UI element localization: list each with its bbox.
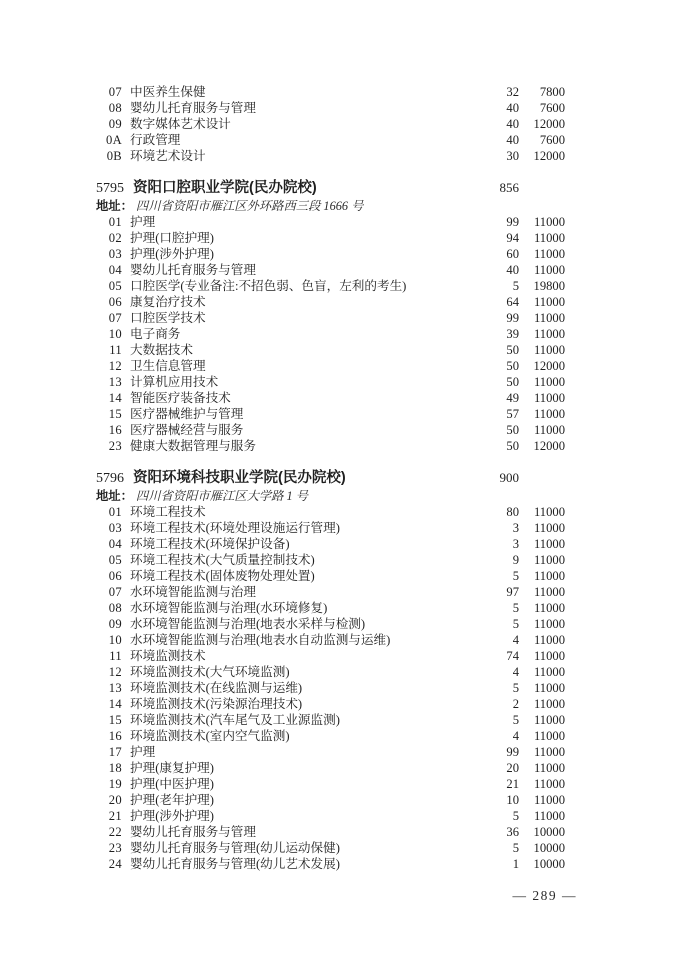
major-row bbox=[102, 262, 565, 278]
major-fee: 7800 bbox=[539, 85, 565, 99]
major-row bbox=[102, 632, 565, 648]
page-content bbox=[96, 84, 565, 872]
major-code: 19 bbox=[108, 777, 122, 791]
major-fee: 11000 bbox=[533, 697, 565, 711]
major-fee: 12000 bbox=[533, 149, 565, 163]
major-fee: 11000 bbox=[533, 617, 565, 631]
major-name: 护理(涉外护理) bbox=[130, 809, 214, 823]
major-code: 03 bbox=[108, 521, 122, 535]
major-row bbox=[102, 728, 565, 744]
major-quota: 99 bbox=[506, 311, 519, 325]
major-quota: 40 bbox=[506, 263, 519, 277]
major-name: 环境监测技术(在线监测与运维) bbox=[130, 681, 303, 695]
major-code: 06 bbox=[108, 295, 122, 309]
major-fee: 11000 bbox=[533, 423, 565, 437]
major-name: 行政管理 bbox=[130, 133, 181, 147]
major-row bbox=[102, 712, 565, 728]
major-name: 环境监测技术(室内空气监测) bbox=[130, 729, 290, 743]
major-quota: 50 bbox=[506, 343, 519, 357]
major-fee: 10000 bbox=[533, 857, 565, 871]
major-row bbox=[102, 148, 565, 164]
major-name: 环境工程技术(环境保护设备) bbox=[130, 537, 290, 551]
major-quota: 80 bbox=[506, 505, 519, 519]
major-quota: 1 bbox=[512, 857, 519, 871]
college-code: 5795 bbox=[96, 181, 124, 196]
major-fee: 11000 bbox=[533, 681, 565, 695]
college-header bbox=[96, 468, 565, 488]
major-code: 16 bbox=[108, 729, 122, 743]
major-quota: 5 bbox=[512, 841, 519, 855]
major-quota: 5 bbox=[512, 809, 519, 823]
major-row bbox=[102, 214, 565, 230]
major-quota: 5 bbox=[512, 617, 519, 631]
major-quota: 20 bbox=[506, 761, 519, 775]
major-name: 中医养生保健 bbox=[130, 85, 206, 99]
major-quota: 5 bbox=[512, 569, 519, 583]
major-code: 21 bbox=[108, 809, 122, 823]
major-quota: 5 bbox=[512, 279, 519, 293]
major-code: 15 bbox=[108, 713, 122, 727]
major-fee: 11000 bbox=[533, 777, 565, 791]
major-code: 23 bbox=[108, 841, 122, 855]
major-row bbox=[102, 792, 565, 808]
major-fee: 11000 bbox=[533, 247, 565, 261]
major-name: 水环境智能监测与治理 bbox=[130, 585, 256, 599]
major-code: 0B bbox=[106, 149, 122, 163]
major-code: 01 bbox=[108, 505, 122, 519]
major-name: 护理(老年护理) bbox=[130, 793, 214, 807]
major-code: 13 bbox=[108, 681, 122, 695]
major-fee: 11000 bbox=[533, 215, 565, 229]
major-name: 婴幼儿托育服务与管理(幼儿运动保健) bbox=[130, 841, 340, 855]
major-quota: 50 bbox=[506, 359, 519, 373]
major-row bbox=[102, 278, 565, 294]
major-row bbox=[102, 342, 565, 358]
major-code: 16 bbox=[108, 423, 122, 437]
college-address-line bbox=[96, 488, 565, 504]
major-fee: 11000 bbox=[533, 649, 565, 663]
major-quota: 40 bbox=[506, 117, 519, 131]
major-name: 医疗器械经营与服务 bbox=[130, 423, 244, 437]
major-code: 03 bbox=[108, 247, 122, 261]
address-text: 四川省资阳市雁江区大学路 1 号 bbox=[135, 489, 309, 503]
major-name: 卫生信息管理 bbox=[130, 359, 206, 373]
major-quota: 40 bbox=[506, 101, 519, 115]
major-fee: 7600 bbox=[539, 133, 565, 147]
major-name: 护理 bbox=[130, 215, 156, 229]
major-row bbox=[102, 568, 565, 584]
major-code: 04 bbox=[108, 263, 122, 277]
major-row bbox=[102, 776, 565, 792]
major-row bbox=[102, 116, 565, 132]
major-code: 08 bbox=[108, 101, 122, 115]
major-row bbox=[102, 294, 565, 310]
major-row bbox=[102, 600, 565, 616]
major-code: 13 bbox=[108, 375, 122, 389]
major-name: 环境工程技术(环境处理设施运行管理) bbox=[130, 521, 340, 535]
major-quota: 50 bbox=[506, 423, 519, 437]
major-fee: 11000 bbox=[533, 375, 565, 389]
major-row bbox=[102, 824, 565, 840]
major-quota: 60 bbox=[506, 247, 519, 261]
major-row bbox=[102, 422, 565, 438]
major-row bbox=[102, 520, 565, 536]
major-name: 环境监测技术(污染源治理技术) bbox=[130, 697, 303, 711]
major-fee: 11000 bbox=[533, 295, 565, 309]
major-quota: 50 bbox=[506, 439, 519, 453]
major-row bbox=[102, 84, 565, 100]
major-fee: 11000 bbox=[533, 311, 565, 325]
major-row bbox=[102, 358, 565, 374]
major-quota: 30 bbox=[506, 149, 519, 163]
address-label: 地址： bbox=[96, 489, 133, 503]
major-quota: 4 bbox=[512, 633, 519, 647]
major-code: 08 bbox=[108, 601, 122, 615]
major-code: 09 bbox=[108, 617, 122, 631]
major-row bbox=[102, 230, 565, 246]
major-name: 电子商务 bbox=[130, 327, 181, 341]
major-code: 18 bbox=[108, 761, 122, 775]
major-quota: 10 bbox=[506, 793, 519, 807]
major-name: 环境工程技术(大气质量控制技术) bbox=[130, 553, 315, 567]
major-fee: 11000 bbox=[533, 633, 565, 647]
major-row bbox=[102, 616, 565, 632]
major-quota: 99 bbox=[506, 745, 519, 759]
major-name: 婴幼儿托育服务与管理 bbox=[130, 825, 256, 839]
major-code: 07 bbox=[108, 85, 122, 99]
major-row bbox=[102, 132, 565, 148]
major-code: 11 bbox=[109, 649, 122, 663]
major-fee: 10000 bbox=[533, 825, 565, 839]
major-fee: 11000 bbox=[533, 231, 565, 245]
address-text: 四川省资阳市雁江区外环路西三段 1666 号 bbox=[135, 199, 364, 213]
major-name: 护理(口腔护理) bbox=[130, 231, 214, 245]
major-name: 口腔医学技术 bbox=[130, 311, 206, 325]
major-quota: 4 bbox=[512, 665, 519, 679]
major-list bbox=[102, 504, 565, 872]
major-row bbox=[102, 648, 565, 664]
major-name: 环境艺术设计 bbox=[130, 149, 206, 163]
major-fee: 11000 bbox=[533, 601, 565, 615]
major-code: 04 bbox=[108, 537, 122, 551]
major-fee: 12000 bbox=[533, 359, 565, 373]
college-code: 5796 bbox=[96, 471, 124, 486]
major-row bbox=[102, 680, 565, 696]
major-name: 健康大数据管理与服务 bbox=[130, 439, 256, 453]
major-row bbox=[102, 310, 565, 326]
college-name: 资阳口腔职业学院(民办院校) bbox=[133, 180, 317, 196]
major-quota: 94 bbox=[506, 231, 519, 245]
major-code: 10 bbox=[108, 327, 122, 341]
major-code: 02 bbox=[108, 231, 122, 245]
major-code: 23 bbox=[108, 439, 122, 453]
college-address-line bbox=[96, 198, 565, 214]
major-fee: 11000 bbox=[533, 407, 565, 421]
major-code: 09 bbox=[108, 117, 122, 131]
major-name: 护理(涉外护理) bbox=[130, 247, 214, 261]
major-name: 数字媒体艺术设计 bbox=[130, 117, 231, 131]
major-fee: 11000 bbox=[533, 569, 565, 583]
major-fee: 11000 bbox=[533, 537, 565, 551]
major-quota: 5 bbox=[512, 601, 519, 615]
major-fee: 19800 bbox=[533, 279, 565, 293]
major-fee: 11000 bbox=[533, 809, 565, 823]
major-quota: 5 bbox=[512, 713, 519, 727]
continuation-major-list bbox=[102, 84, 565, 164]
major-list bbox=[102, 214, 565, 454]
major-name: 婴幼儿托育服务与管理(幼儿艺术发展) bbox=[130, 857, 340, 871]
major-row bbox=[102, 584, 565, 600]
major-row bbox=[102, 390, 565, 406]
major-fee: 11000 bbox=[533, 521, 565, 535]
major-name: 婴幼儿托育服务与管理 bbox=[130, 101, 256, 115]
major-fee: 11000 bbox=[533, 553, 565, 567]
major-fee: 11000 bbox=[533, 793, 565, 807]
major-code: 14 bbox=[108, 391, 122, 405]
major-code: 0A bbox=[106, 133, 122, 147]
major-name: 婴幼儿托育服务与管理 bbox=[130, 263, 256, 277]
page-number: — 289 — bbox=[512, 888, 577, 903]
major-code: 15 bbox=[108, 407, 122, 421]
major-row bbox=[102, 100, 565, 116]
college-total-quota: 856 bbox=[499, 180, 519, 195]
major-fee: 11000 bbox=[533, 343, 565, 357]
major-fee: 12000 bbox=[533, 117, 565, 131]
major-name: 计算机应用技术 bbox=[130, 375, 219, 389]
major-code: 06 bbox=[108, 569, 122, 583]
major-name: 护理(康复护理) bbox=[130, 761, 214, 775]
major-row bbox=[102, 504, 565, 520]
major-name: 智能医疗装备技术 bbox=[130, 391, 231, 405]
major-fee: 7600 bbox=[539, 101, 565, 115]
major-code: 17 bbox=[108, 745, 122, 759]
major-code: 11 bbox=[109, 343, 122, 357]
major-row bbox=[102, 536, 565, 552]
major-name: 环境监测技术 bbox=[130, 649, 206, 663]
major-fee: 11000 bbox=[533, 665, 565, 679]
major-fee: 11000 bbox=[533, 505, 565, 519]
major-name: 大数据技术 bbox=[130, 343, 193, 357]
major-row bbox=[102, 326, 565, 342]
major-fee: 11000 bbox=[533, 585, 565, 599]
college-header bbox=[96, 178, 565, 198]
major-quota: 5 bbox=[512, 681, 519, 695]
major-quota: 57 bbox=[506, 407, 519, 421]
major-quota: 40 bbox=[506, 133, 519, 147]
major-code: 05 bbox=[108, 279, 122, 293]
major-name: 环境工程技术(固体废物处理处置) bbox=[130, 569, 315, 583]
major-row bbox=[102, 856, 565, 872]
major-quota: 2 bbox=[512, 697, 519, 711]
college-section-5795 bbox=[96, 178, 565, 454]
major-row bbox=[102, 760, 565, 776]
major-quota: 3 bbox=[512, 537, 519, 551]
major-name: 护理(中医护理) bbox=[130, 777, 214, 791]
major-row bbox=[102, 552, 565, 568]
major-row bbox=[102, 246, 565, 262]
major-row bbox=[102, 840, 565, 856]
major-row bbox=[102, 808, 565, 824]
major-fee: 11000 bbox=[533, 761, 565, 775]
address-label: 地址： bbox=[96, 199, 133, 213]
major-name: 护理 bbox=[130, 745, 156, 759]
major-row bbox=[102, 374, 565, 390]
major-code: 07 bbox=[108, 585, 122, 599]
major-quota: 9 bbox=[512, 553, 519, 567]
major-quota: 49 bbox=[506, 391, 519, 405]
major-code: 24 bbox=[108, 857, 122, 871]
major-quota: 32 bbox=[506, 85, 519, 99]
major-fee: 11000 bbox=[533, 391, 565, 405]
major-quota: 64 bbox=[506, 295, 519, 309]
major-row bbox=[102, 406, 565, 422]
major-fee: 12000 bbox=[533, 439, 565, 453]
major-quota: 74 bbox=[506, 649, 519, 663]
major-row bbox=[102, 664, 565, 680]
major-row bbox=[102, 696, 565, 712]
major-quota: 99 bbox=[506, 215, 519, 229]
college-name: 资阳环境科技职业学院(民办院校) bbox=[133, 470, 346, 486]
major-code: 12 bbox=[108, 359, 122, 373]
major-quota: 50 bbox=[506, 375, 519, 389]
major-quota: 21 bbox=[506, 777, 519, 791]
major-name: 环境监测技术(大气环境监测) bbox=[130, 665, 290, 679]
major-fee: 11000 bbox=[533, 745, 565, 759]
major-fee: 11000 bbox=[533, 729, 565, 743]
major-quota: 97 bbox=[506, 585, 519, 599]
college-section-5796 bbox=[96, 468, 565, 872]
major-row bbox=[102, 438, 565, 454]
major-code: 01 bbox=[108, 215, 122, 229]
major-code: 05 bbox=[108, 553, 122, 567]
major-fee: 11000 bbox=[533, 263, 565, 277]
major-fee: 10000 bbox=[533, 841, 565, 855]
major-quota: 3 bbox=[512, 521, 519, 535]
major-name: 康复治疗技术 bbox=[130, 295, 206, 309]
major-quota: 39 bbox=[506, 327, 519, 341]
major-quota: 36 bbox=[506, 825, 519, 839]
major-code: 10 bbox=[108, 633, 122, 647]
major-name: 水环境智能监测与治理(地表水自动监测与运维) bbox=[130, 633, 391, 647]
major-code: 22 bbox=[108, 825, 122, 839]
major-fee: 11000 bbox=[533, 713, 565, 727]
major-row bbox=[102, 744, 565, 760]
major-code: 07 bbox=[108, 311, 122, 325]
major-name: 环境监测技术(汽车尾气及工业源监测) bbox=[130, 713, 340, 727]
major-name: 水环境智能监测与治理(水环境修复) bbox=[130, 601, 328, 615]
major-code: 20 bbox=[108, 793, 122, 807]
major-name: 水环境智能监测与治理(地表水采样与检测) bbox=[130, 617, 366, 631]
major-name: 口腔医学(专业备注:不招色弱、色盲，左利的考生) bbox=[130, 279, 407, 293]
major-quota: 4 bbox=[512, 729, 519, 743]
major-name: 医疗器械维护与管理 bbox=[130, 407, 244, 421]
major-code: 14 bbox=[108, 697, 122, 711]
college-total-quota: 900 bbox=[499, 470, 519, 485]
major-fee: 11000 bbox=[533, 327, 565, 341]
major-name: 环境工程技术 bbox=[130, 505, 206, 519]
major-code: 12 bbox=[108, 665, 122, 679]
